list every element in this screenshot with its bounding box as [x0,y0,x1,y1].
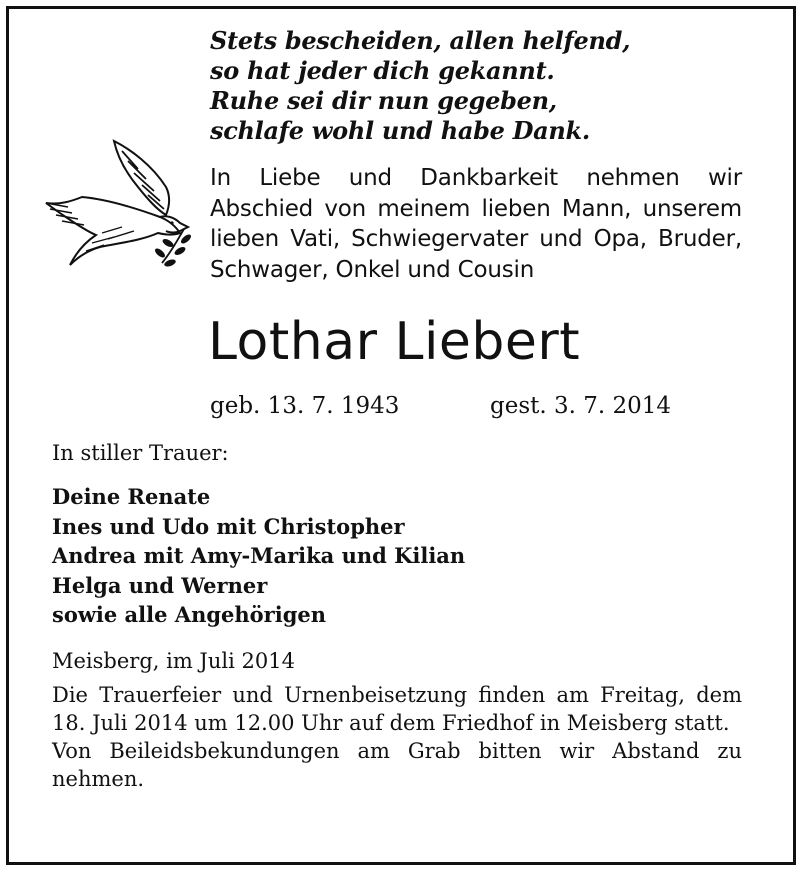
intro-text: In Liebe und Dankbarkeit nehmen wir Abschied von meinem lieben Mann, unserem lieben Vati, Schwiegervater und Opa, Bruder, Schwager, Onkel und Cousin [210,165,742,283]
mourner-name: Deine Renate [52,484,211,509]
mourner-name: Ines und Udo mit Christopher [52,513,405,539]
deceased-name: Lothar Liebert [208,312,581,372]
mourners-list [52,482,465,630]
poem [210,26,630,146]
poem-line: schlafe wohl und habe Dank. [210,116,590,145]
birth-date: geb. 13. 7. 1943 [210,393,400,419]
death-date: gest. 3. 7. 2014 [490,393,672,419]
funeral-details: Die Trauerfeier und Urnenbeisetzung finden am Freitag, dem 18. Juli 2014 um 12.00 Uhr auf dem Friedhof in Meisberg statt. [52,683,742,735]
mourner-name: Helga und Werner [52,572,268,598]
place-and-date: Meisberg, im Juli 2014 [52,649,295,673]
poem-line: Stets bescheiden, allen helfend, [210,26,631,55]
mourner-name: sowie alle Angehörigen [52,602,327,627]
dove-with-olive-branch-icon [42,135,202,275]
mourning-label: In stiller Trauer: [52,441,229,465]
funeral-notice [52,681,742,793]
mourner-name: Andrea mit Amy-Marika und Kilian [52,543,466,568]
poem-line: Ruhe sei dir nun gegeben, [210,86,557,115]
poem-line: so hat jeder dich gekannt. [210,56,555,85]
condolence-request: Von Beileidsbekundungen am Grab bitten wir Abstand zu nehmen. [52,739,742,791]
